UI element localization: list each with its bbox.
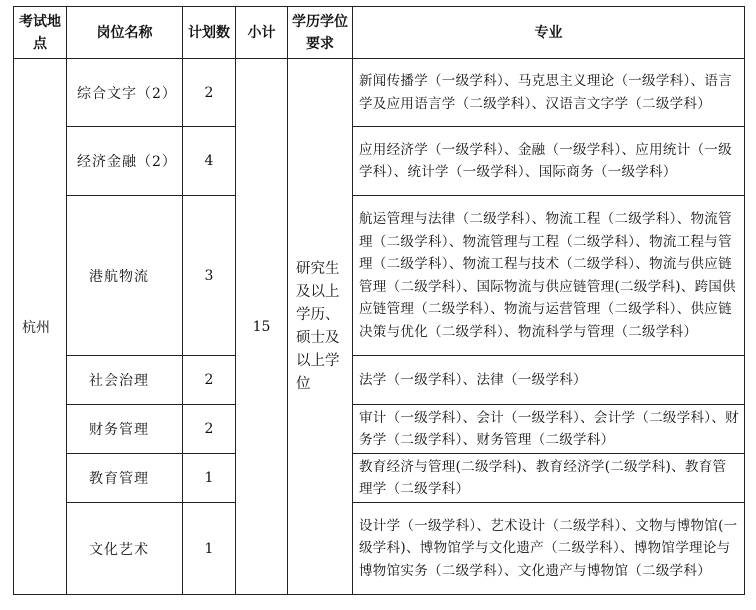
position-cell: 文化艺术 xyxy=(67,503,183,595)
count-cell: 1 xyxy=(183,454,236,503)
header-location: 考试地点 xyxy=(14,7,67,59)
count-cell: 2 xyxy=(183,356,236,405)
header-row xyxy=(14,7,745,59)
header-major: 专业 xyxy=(353,7,745,59)
recruitment-table-container xyxy=(13,6,745,595)
position-cell: 经济金融（2） xyxy=(67,127,183,196)
major-cell: 新闻传播学（一级学科）、马克思主义理论（一级学科）、语言学及应用语言学（二级学科）、汉语言文字学（二级学科） xyxy=(353,59,745,127)
count-cell: 1 xyxy=(183,503,236,595)
major-cell: 审计（一级学科）、会计（一级学科）、会计学（二级学科）、财务学（二级学科）、财务管理（二级学科） xyxy=(353,405,745,454)
count-cell: 2 xyxy=(183,405,236,454)
count-cell: 2 xyxy=(183,59,236,127)
major-cell: 法学（一级学科）、法律（一级学科） xyxy=(353,356,745,405)
major-cell: 应用经济学（一级学科）、金融（一级学科）、应用统计（一级学科）、统计学（一级学科）、国际商务（一级学科） xyxy=(353,127,745,196)
major-cell: 教育经济与管理(二级学科)、教育经济学(二级学科)、教育管理学（二级学科） xyxy=(353,454,745,503)
subtotal-cell: 15 xyxy=(236,59,288,595)
recruitment-table xyxy=(13,6,745,595)
header-education: 学历学位要求 xyxy=(288,7,353,59)
header-subtotal: 小计 xyxy=(236,7,288,59)
major-cell: 航运管理与法律（二级学科）、物流工程（二级学科）、物流管理（二级学科）、物流管理与工程（二级学科）、物流工程与管理（二级学科）、物流工程与技术（二级学科）、物流与供应链管理（二级学科）、国际物流与供应链管理(二级学科)、跨国供应链管理（二级学科）、物流与运营管理（二级学科）、供应链决策与优化（二级学科）、物流科学与管理（二级学科） xyxy=(353,196,745,356)
count-cell: 3 xyxy=(183,196,236,356)
header-plan-count: 计划数 xyxy=(183,7,236,59)
table-row xyxy=(14,356,745,405)
table-row xyxy=(14,127,745,196)
position-cell: 财务管理 xyxy=(67,405,183,454)
position-cell: 社会治理 xyxy=(67,356,183,405)
table-row xyxy=(14,196,745,356)
position-cell: 教育管理 xyxy=(67,454,183,503)
header-position: 岗位名称 xyxy=(67,7,183,59)
table-row xyxy=(14,59,745,127)
position-cell: 港航物流 xyxy=(67,196,183,356)
major-cell: 设计学（一级学科）、艺术设计（二级学科）、文物与博物馆(一级学科)、博物馆学与文化遗产（二级学科）、博物馆学理论与博物馆实务（二级学科）、文化遗产与博物馆（二级学科） xyxy=(353,503,745,595)
count-cell: 4 xyxy=(183,127,236,196)
position-cell: 综合文字（2） xyxy=(67,59,183,127)
table-row xyxy=(14,454,745,503)
location-cell: 杭州 xyxy=(14,59,67,595)
education-cell: 研究生及以上学历、硕士及以上学位 xyxy=(288,59,353,595)
table-row xyxy=(14,405,745,454)
table-row xyxy=(14,503,745,595)
